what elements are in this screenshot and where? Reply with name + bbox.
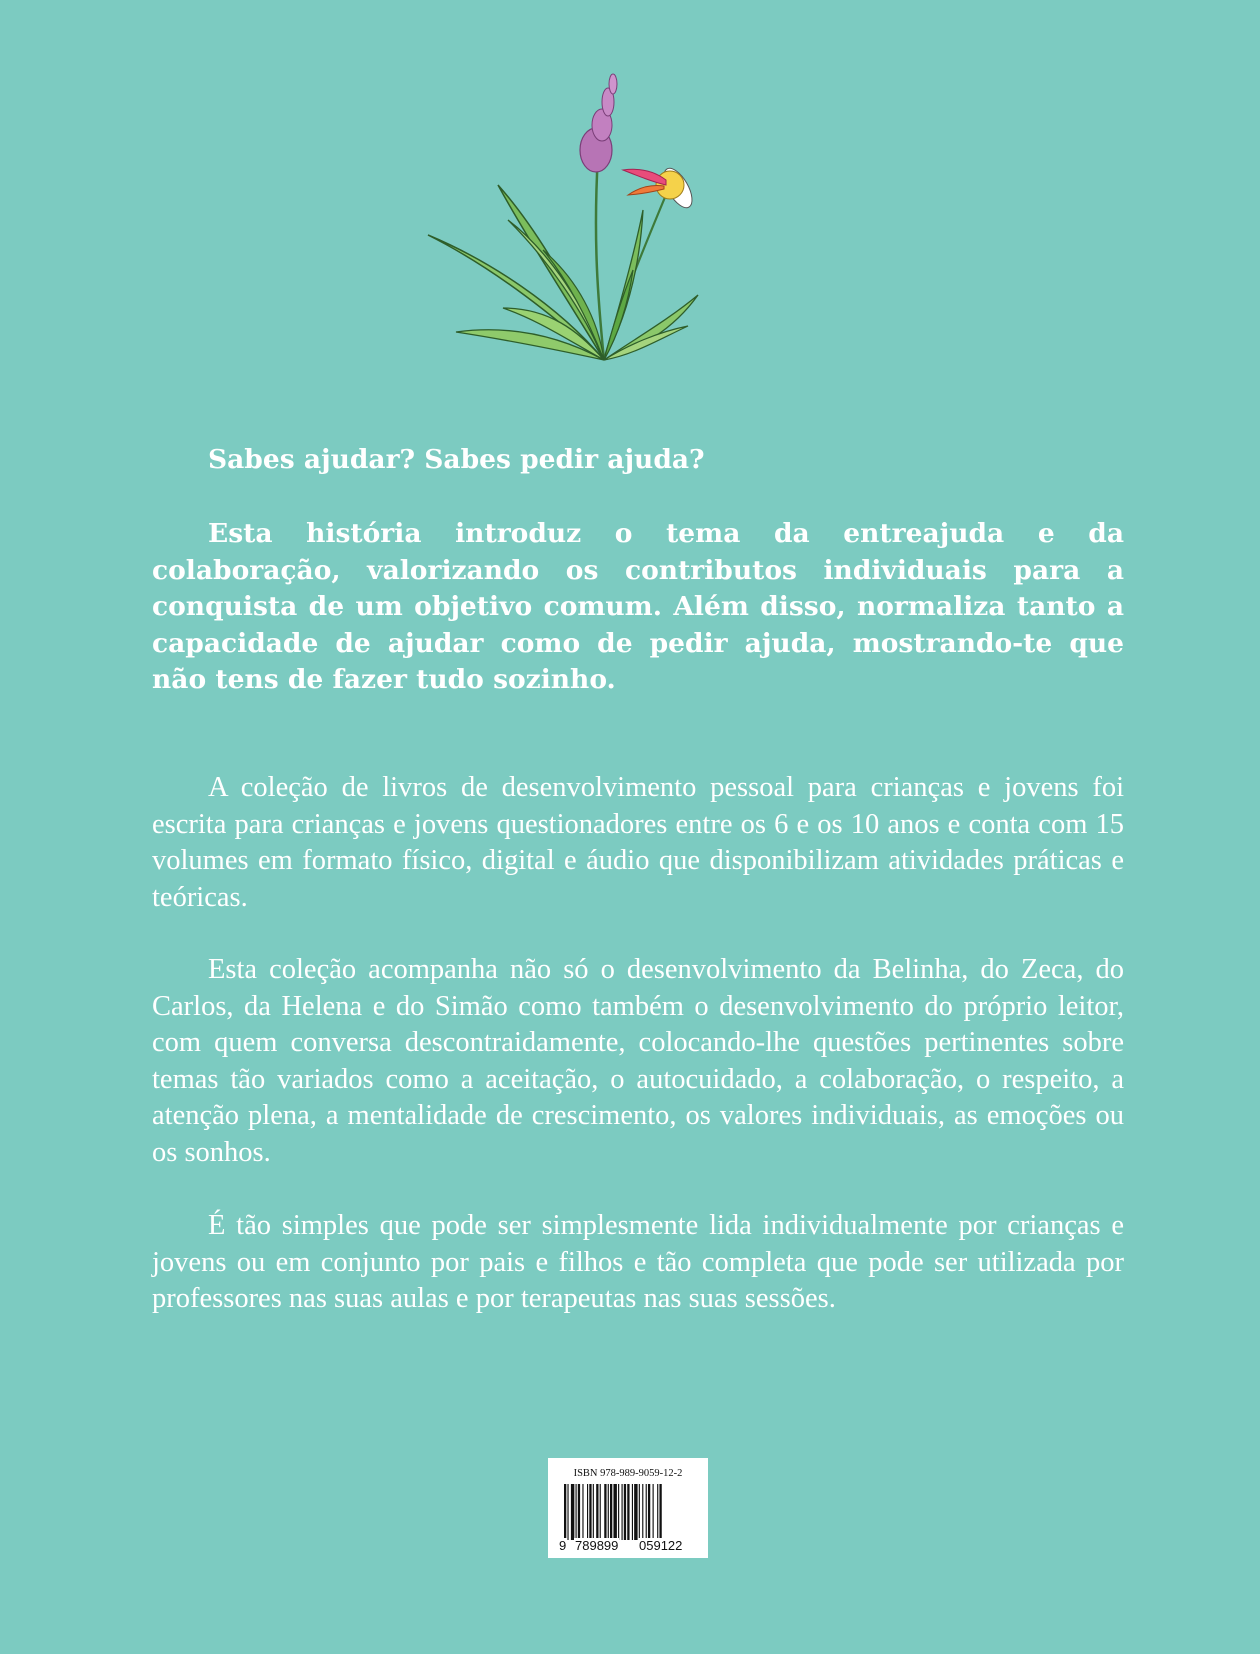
body-paragraph: A coleção de livros de desenvolvimento pessoal para crianças e jovens foi escrita para crianças e jovens questionadores entre os 6 e os 10 anos e conta com 15 volumes em formato físico, digital e áudio que disponibilizam atividades práticas e teóricas. [152, 772, 1124, 913]
barcode-bar [587, 1484, 588, 1540]
barcode-bar [659, 1484, 661, 1540]
barcode-bar [642, 1484, 643, 1540]
intro-block [152, 516, 1124, 699]
barcode-bar [610, 1484, 612, 1540]
barcode-bar [600, 1484, 601, 1540]
isbn-label: ISBN 978-989-9059-12-2 [573, 1468, 683, 1479]
barcode-bar [608, 1484, 609, 1540]
barcode-digits-right: 059122 [639, 1538, 683, 1553]
barcode-digit-first: 9 [559, 1538, 567, 1553]
barcode-bar [613, 1484, 616, 1540]
barcode-bar [576, 1484, 577, 1540]
barcode-bar [648, 1484, 650, 1540]
collection-paragraph-1 [152, 770, 1124, 916]
collection-paragraph-2 [152, 952, 1124, 1171]
barcode [548, 1458, 708, 1558]
flower-illustration [418, 70, 738, 370]
barcode-bar [567, 1484, 568, 1540]
barcode-bar [632, 1484, 633, 1540]
barcode-bar [582, 1484, 583, 1540]
barcode-bar [593, 1484, 594, 1540]
barcode-bar [578, 1484, 580, 1540]
intro-paragraph: Esta história introduz o tema da entreajuda e da colaboração, valorizando os contributos individuais para a conquista de um objetivo comum. Além disso, normaliza tanto a capacidade de ajudar como de pedir ajuda, mostrando-te que não tens de fazer tudo sozinho. [152, 518, 1124, 695]
question-block [152, 442, 1124, 479]
barcode-bar [571, 1484, 574, 1540]
barcode-bar [639, 1484, 640, 1540]
barcode-bar [622, 1484, 623, 1540]
body-paragraph: Esta coleção acompanha não só o desenvolvimento da Belinha, do Zeca, do Carlos, da Helena e do Simão como também o desenvolvimento do próprio leitor, com quem conversa descontraidamente, colocando-lhe questões pertinentes sobre temas tão variados como a aceitação, o autocuidado, a colaboração, o respeito, a atenção plena, a mentalidade de crescimento, os valores individuais, as emoções ou os sonhos. [152, 954, 1124, 1168]
body-paragraph: É tão simples que pode ser simplesmente lida individualmente por crianças e jovens ou em conjunto por pais e filhos e tão completa que pode ser utilizada por professores nas suas aulas e por terapeutas nas suas sessões. [152, 1210, 1124, 1314]
barcode-bar [634, 1484, 637, 1540]
barcode-bar [653, 1484, 654, 1540]
barcode-digits-left: 789899 [575, 1538, 619, 1553]
barcode-bar [657, 1484, 658, 1540]
barcode-bar [589, 1484, 591, 1540]
question-heading: Sabes ajudar? Sabes pedir ajuda? [208, 444, 705, 475]
barcode-digits [558, 1538, 704, 1554]
barcode-bar [618, 1484, 619, 1540]
barcode-bar [627, 1484, 629, 1540]
collection-paragraph-3 [152, 1208, 1124, 1318]
barcode-bar [624, 1484, 626, 1540]
barcode-bars [558, 1484, 704, 1542]
barcode-bar [596, 1484, 598, 1540]
barcode-bar [564, 1484, 566, 1540]
barcode-bar [646, 1484, 647, 1540]
barcode-bar [604, 1484, 606, 1540]
